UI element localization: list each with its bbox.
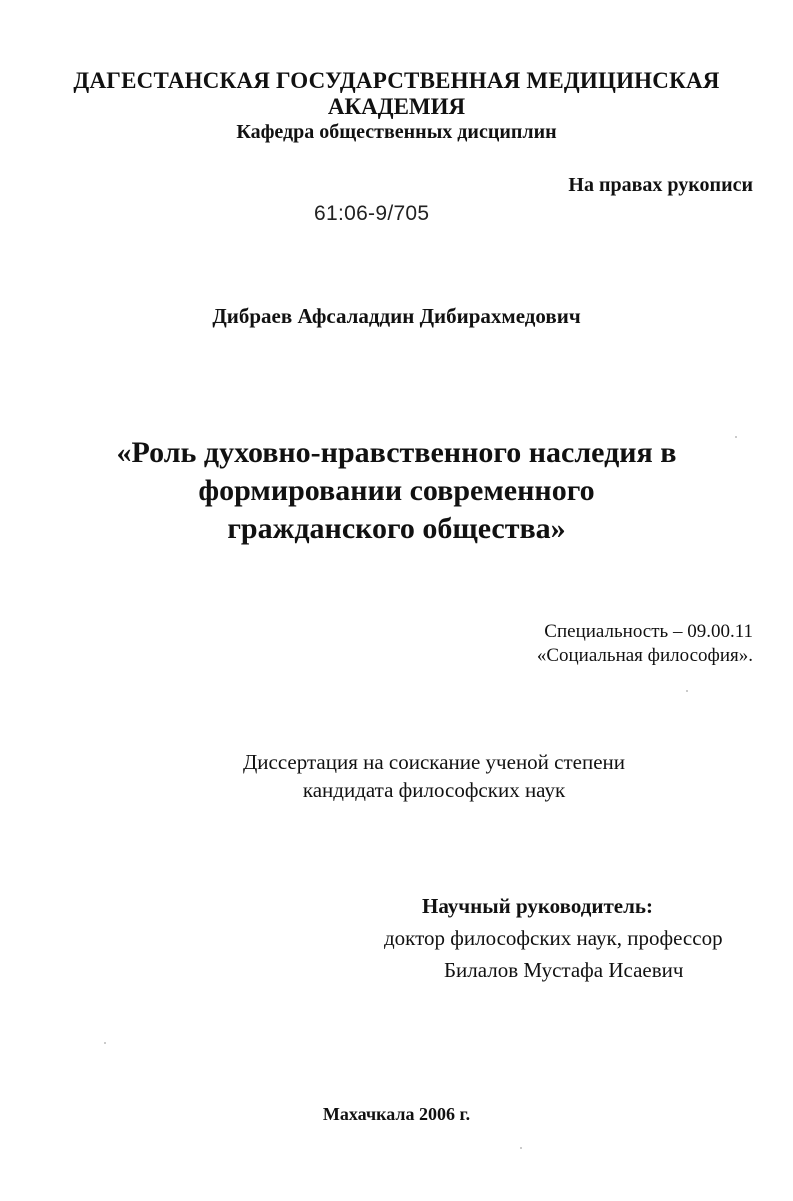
manuscript-rights-note: На правах рукописи bbox=[568, 174, 753, 196]
department-name: Кафедра общественных дисциплин bbox=[236, 121, 557, 143]
dissertation-title bbox=[0, 434, 793, 548]
dissertation-title-line1: «Роль духовно-нравственного наследия в bbox=[116, 436, 677, 469]
scan-speck bbox=[686, 690, 688, 692]
scan-speck bbox=[104, 1042, 106, 1044]
degree-statement-line1: Диссертация на соискание ученой степени bbox=[242, 750, 626, 774]
degree-statement bbox=[0, 748, 793, 804]
dissertation-title-line2: формировании современного bbox=[198, 474, 595, 507]
specialty-block bbox=[537, 620, 753, 668]
advisor-heading: Научный руководитель: bbox=[422, 894, 653, 918]
place-and-year: Махачкала 2006 г. bbox=[322, 1104, 471, 1124]
institution-name-line2: АКАДЕМИЯ bbox=[327, 94, 466, 119]
advisor-name: Билалов Мустафа Исаевич bbox=[444, 958, 684, 982]
specialty-name: «Социальная философия». bbox=[536, 645, 753, 666]
specialty-code: Специальность – 09.00.11 bbox=[544, 621, 753, 642]
scan-speck bbox=[520, 1147, 522, 1149]
institution-name-line1: ДАГЕСТАНСКАЯ ГОСУДАРСТВЕННАЯ МЕДИЦИНСКАЯ bbox=[73, 68, 720, 93]
author-name: Дибраев Афсаладдин Дибирахмедович bbox=[212, 304, 581, 328]
catalog-stamp-code: 61:06-9/705 bbox=[314, 202, 430, 225]
dissertation-title-line3: гражданского общества» bbox=[227, 512, 566, 545]
advisor-degree: доктор философских наук, профессор bbox=[384, 926, 723, 950]
degree-statement-line2: кандидата философских наук bbox=[302, 778, 566, 802]
scan-speck bbox=[735, 436, 737, 438]
